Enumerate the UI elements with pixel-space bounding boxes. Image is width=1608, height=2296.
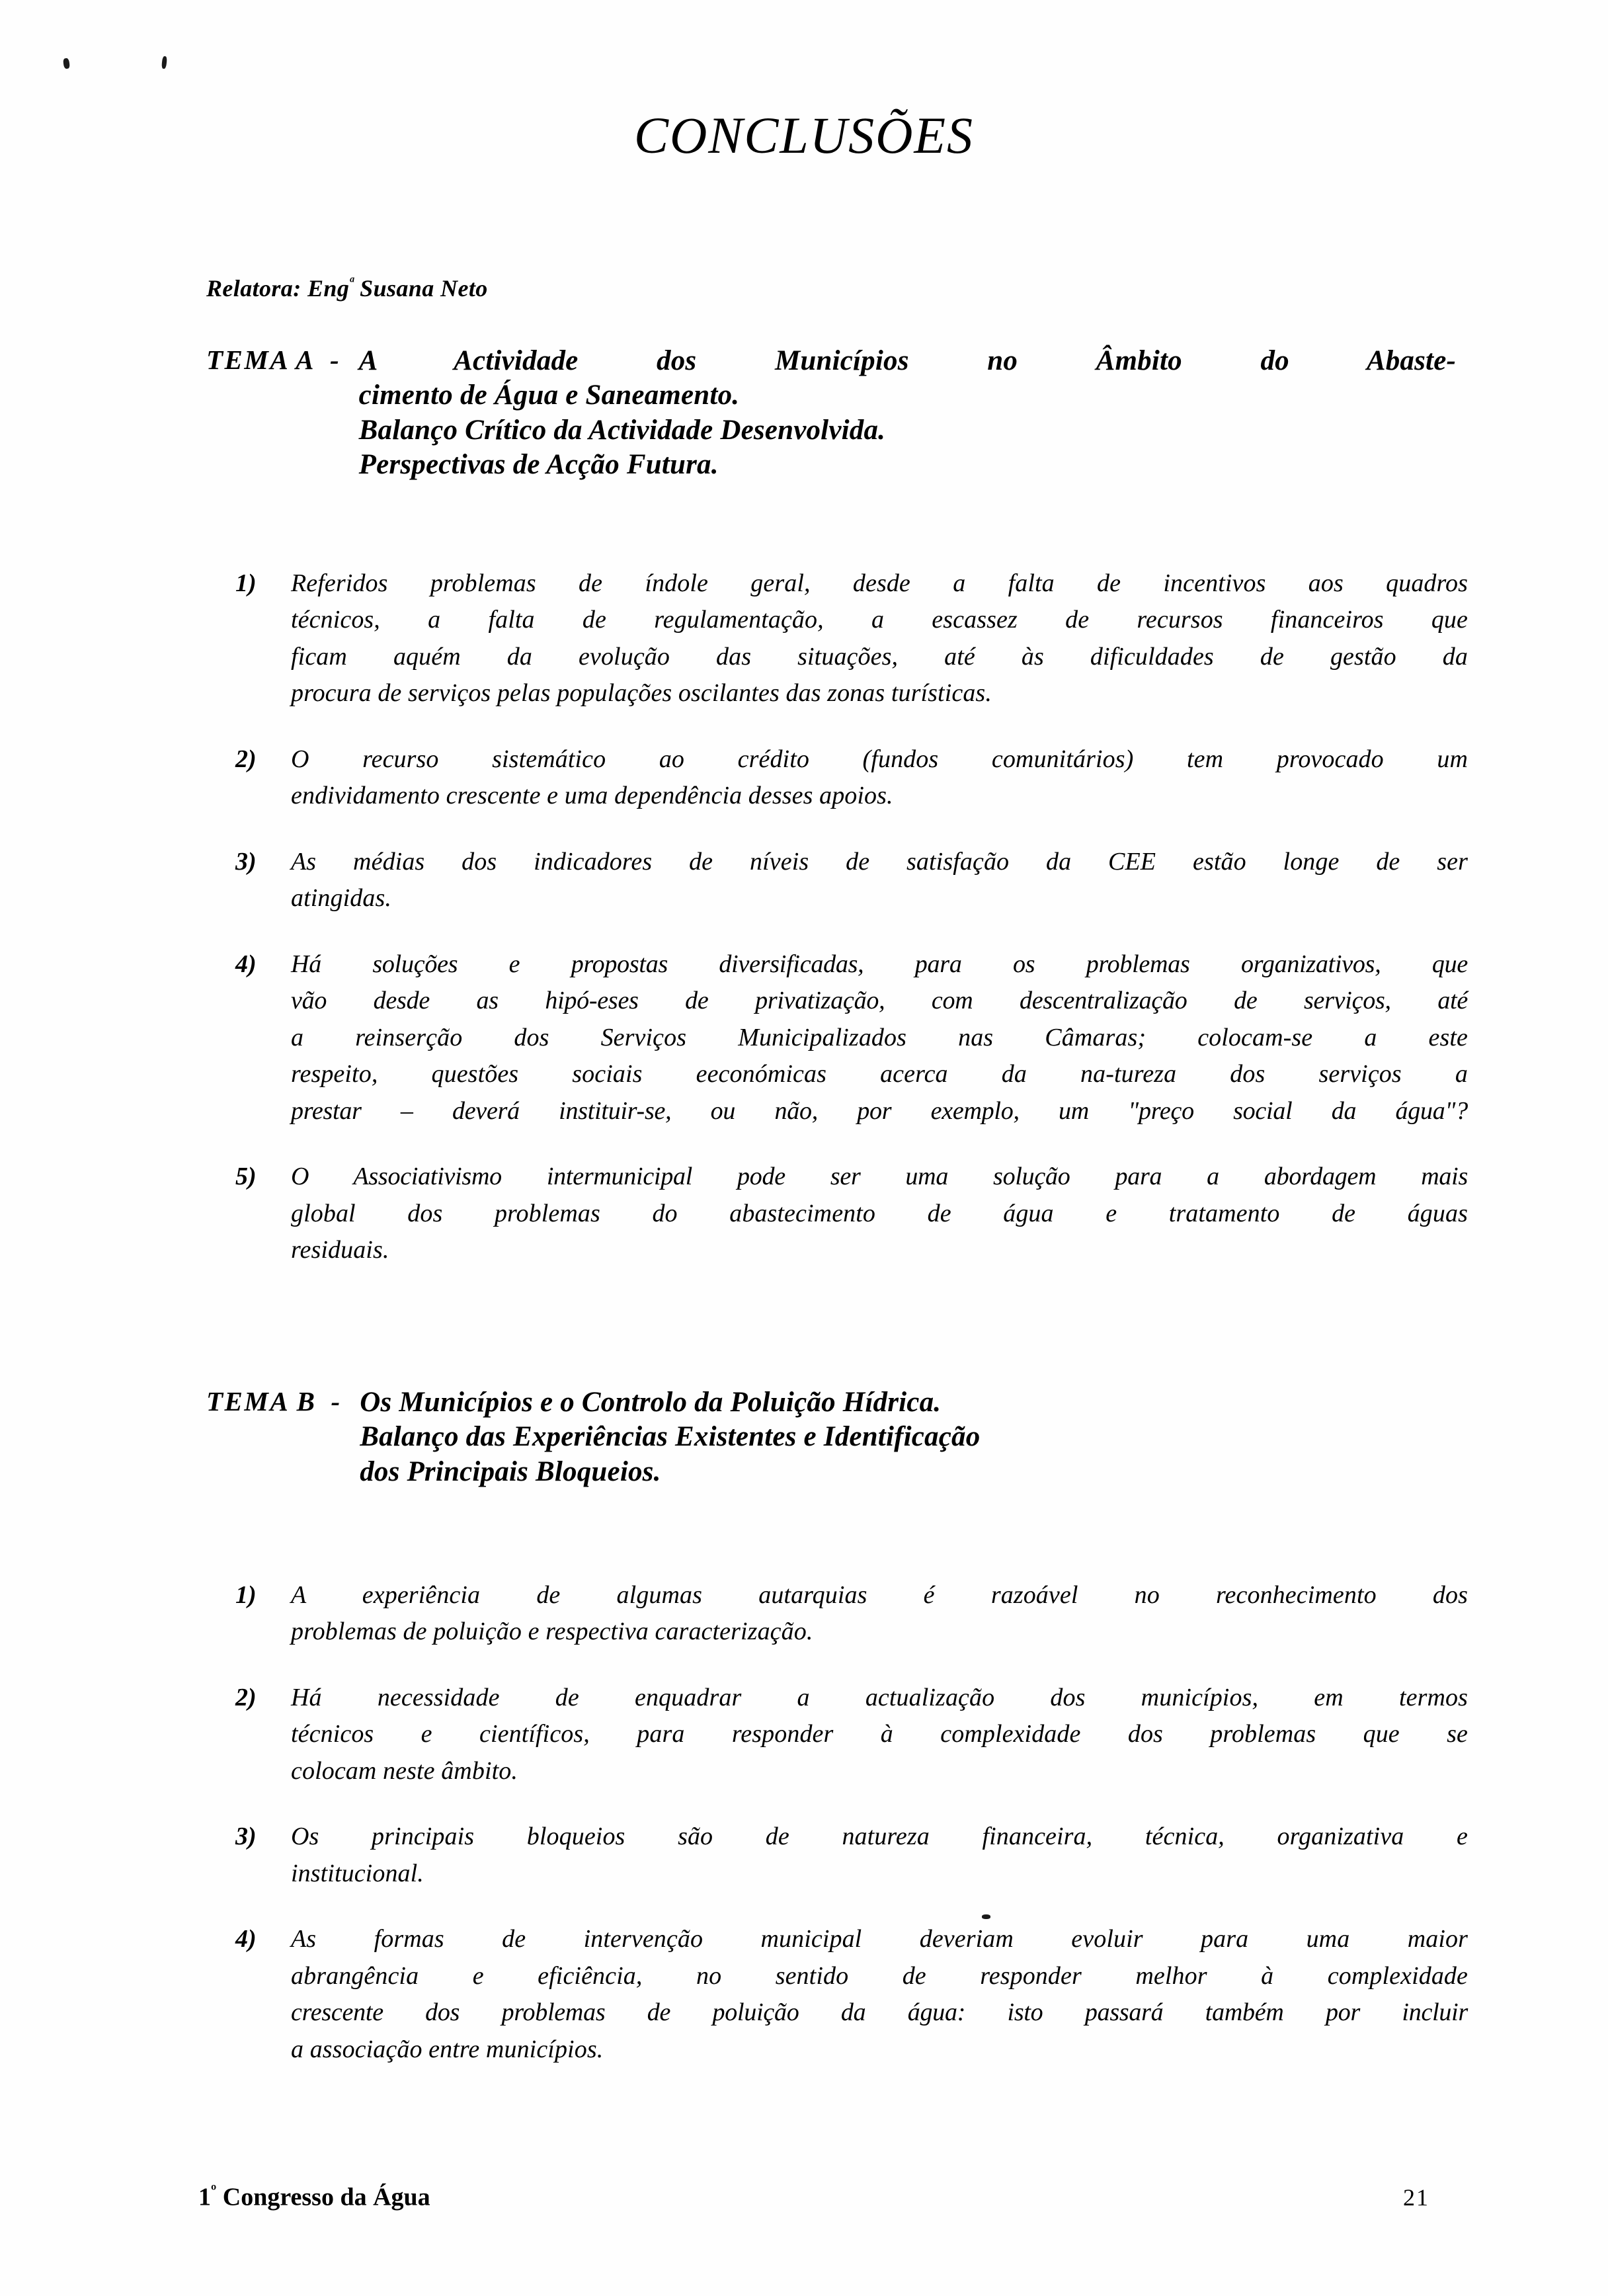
footer-source-text: Congresso da Água [216,2183,430,2211]
footer-source [198,2182,430,2212]
item-line: respeito, questões sociais eeconómicas acerca da na-tureza dos serviços a [291,1060,1468,1088]
item-body [291,1577,1468,1651]
item-line: a reinserção dos Serviços Municipalizados nas Câmaras; colocam-se a este [291,1023,1468,1051]
item-line: abrangência e eficiência, no sentido de responder melhor à complexidade [291,1961,1468,1990]
theme-a-title-line: cimento de Água e Saneamento. [358,380,740,411]
item-line: global dos problemas do abastecimento de água e tratamento de águas [291,1199,1468,1227]
item-line: O Associativismo intermunicipal pode ser uma solução para a abordagem mais [291,1163,1468,1191]
list-item [218,1159,1468,1268]
theme-b-title-line: Os Municípios e o Controlo da Poluição Hídrica. [360,1387,942,1418]
item-body [291,946,1468,1129]
list-item [218,1819,1468,1892]
page-footer [198,2182,1429,2212]
item-line: A experiência de algumas autarquias é razoável no reconhecimento dos [291,1581,1468,1609]
item-line: Há necessidade de enquadrar a actualização dos municípios, em termos [291,1683,1468,1711]
item-line: vão desde as hipó-eses de privatização, com descentralização de serviços, até [291,987,1468,1015]
theme-a-title-line: A Actividade dos Municípios no Âmbito do Abaste- [358,345,1456,376]
theme-a-title-line: Perspectivas de Acção Futura. [358,449,719,481]
page-number: 21 [1403,2184,1429,2211]
footer-source-ordinal: º [211,2182,217,2200]
item-marker: 2) [235,1683,257,1711]
item-marker: 3) [235,1823,257,1851]
item-line: As formas de intervenção municipal deveriam evoluir para uma maior [291,1925,1468,1953]
item-marker: 4) [235,950,257,978]
page-title: CONCLUSÕES [633,106,975,164]
item-line: As médias dos indicadores de níveis de satisfação da CEE estão longe de ser [291,847,1468,876]
item-body [291,741,1468,815]
theme-a-label: TEMA A [206,345,316,375]
byline-ordinal: ª [349,274,354,291]
list-item [218,1680,1468,1789]
theme-a-title-lines [359,344,1456,483]
item-line: atingidas. [291,884,391,913]
byline-prefix: Relatora: Eng [206,275,350,302]
list-item [218,844,1468,917]
item-marker: 3) [235,847,257,876]
byline [206,274,488,302]
item-line: O recurso sistemático ao crédito (fundos comunitários) tem provocado um [291,745,1468,773]
item-body [291,1921,1468,2068]
item-line: colocam neste âmbito. [291,1756,518,1785]
item-body [291,844,1468,917]
item-body [291,1819,1468,1892]
theme-b-title-lines [360,1385,1456,1489]
item-marker: 1) [235,1581,257,1609]
item-line: técnicos e científicos, para responder à complexidade dos problemas que se [291,1720,1468,1748]
item-body [291,1159,1468,1268]
item-line: Há soluções e propostas diversificadas, para os problemas organizativos, que [291,950,1468,978]
item-line: problemas de poluição e respectiva caracterização. [291,1618,813,1646]
item-line: endividamento crescente e uma dependência desses apoios. [291,782,893,810]
theme-b-label: TEMA B [206,1386,317,1416]
item-line: residuais. [291,1236,389,1264]
item-body [291,565,1468,712]
theme-b-title-line: dos Principais Bloqueios. [360,1456,661,1487]
byline-name: Susana Neto [353,275,488,302]
item-line: Os principais bloqueios são de natureza financeira, técnica, organizativa e [291,1823,1468,1851]
item-marker: 5) [235,1163,257,1191]
footer-source-number: 1 [198,2183,211,2211]
theme-a-heading [206,344,1456,483]
list-item [218,565,1468,712]
item-line: técnicos, a falta de regulamentação, a escassez de recursos financeiros que [291,606,1468,634]
item-line: a associação entre municípios. [291,2035,604,2063]
item-line: crescente dos problemas de poluição da água: isto passará também por incluir [291,1998,1468,2027]
item-marker: 1) [235,569,257,597]
list-item [218,946,1468,1129]
item-line: prestar – deverá instituir-se, ou não, por exemplo, um "preço social da água"? [291,1096,1468,1125]
theme-b-item-list [218,1577,1468,2097]
item-marker: 2) [235,745,257,773]
item-line: Referidos problemas de índole geral, desde a falta de incentivos aos quadros [291,569,1468,597]
list-item [218,1921,1468,2068]
item-line: institucional. [291,1859,424,1887]
theme-b-title-line: Balanço das Experiências Existentes e Identificação [360,1421,981,1453]
item-marker: 4) [235,1925,257,1953]
item-line: procura de serviços pelas populações oscilantes das zonas turísticas. [291,679,992,708]
list-item [218,1577,1468,1651]
theme-b-heading [206,1385,1456,1489]
theme-a-item-list [218,565,1468,1298]
item-body [291,1680,1468,1789]
theme-a-title-line: Balanço Crítico da Actividade Desenvolvida. [358,414,886,446]
item-line: ficam aquém da evolução das situações, até às dificuldades de gestão da [291,642,1468,671]
list-item [218,741,1468,815]
theme-b-dash: - [331,1386,341,1416]
theme-a-dash: - [330,345,339,375]
